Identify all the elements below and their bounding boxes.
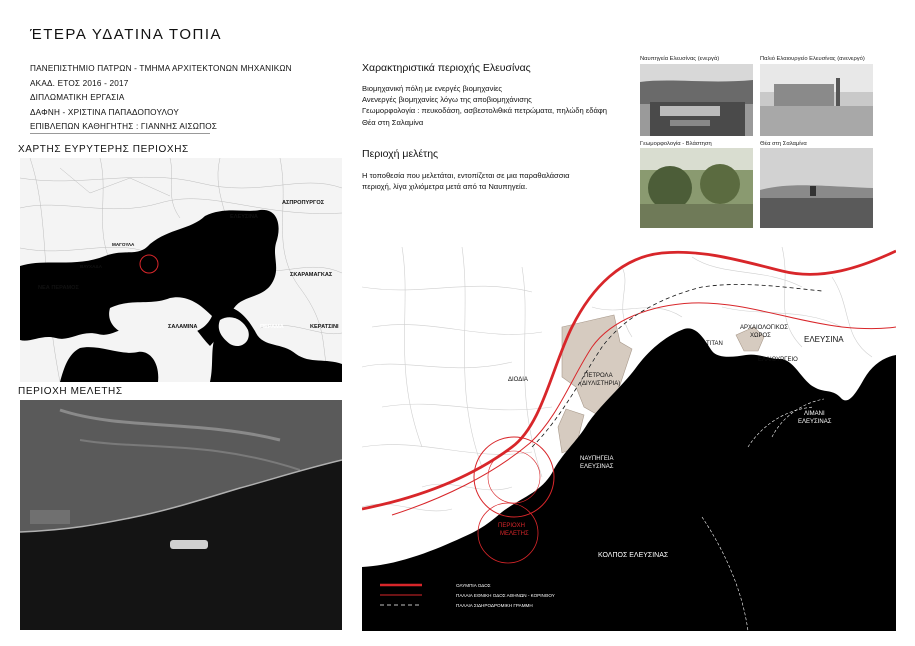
characteristic-line: Βιομηχανική πόλη με ενεργές βιομηχανίες [362, 84, 503, 93]
map-label-aspropyrgos: ΑΣΠΡΟΠΥΡΓΟΣ [282, 200, 325, 206]
label-shipyards: ΝΑΥΠΗΓΕΙΑ [580, 456, 614, 462]
label-olive-mill: ΕΛΑΙΟΥΡΓΕΙΟ [758, 357, 798, 363]
photo-caption: Θέα στη Σαλαμίνα [760, 141, 807, 147]
photo-caption: Παλιό Ελαιουργείο Ελευσίνας (ανενεργό) [760, 56, 865, 62]
wider-area-map[interactable] [20, 158, 342, 382]
label-tolls: ΔΙΟΔΙΑ [508, 377, 528, 383]
page-title: ΈΤΕΡΑ ΥΔΑΤΙΝΑ ΤΟΠΙΑ [30, 26, 222, 43]
map-label-keratsini: ΚΕΡΑΤΣΙΝΙ [310, 324, 339, 330]
label-port-2: ΕΛΕΥΣΙΝΑΣ [798, 419, 832, 425]
study-area-aerial-photo [20, 400, 342, 630]
label-elefsina: ΕΛΕΥΣΙΝΑ [804, 335, 844, 344]
label-shipyards-2: ΕΛΕΥΣΙΝΑΣ [580, 464, 614, 470]
characteristics-list [362, 83, 607, 128]
map-label-perama: ΠΕΡΑΜΑ [260, 324, 284, 330]
study-description-heading: Περιοχή μελέτης [362, 148, 439, 160]
legend-olympia-road: ΟΛΥΜΠΙΑ ΟΔΟΣ [456, 583, 491, 588]
info-line: ΔΙΠΛΩΜΑΤΙΚΗ ΕΡΓΑΣΙΑ [30, 93, 125, 103]
map-label-magoula: ΜΑΓΟΥΛΑ [112, 242, 135, 247]
map-label-salamina: ΣΑΛΑΜΙΝΑ [168, 324, 198, 330]
photo-caption: Γεωμορφολογία - Βλάστηση [640, 141, 712, 147]
info-line: ΔΑΦΝΗ - ΧΡΙΣΤΙΝΑ ΠΑΠΑΔΟΠΟΥΛΟΥ [30, 107, 180, 117]
wider-map-graphic [20, 158, 342, 382]
info-line: ΠΑΝΕΠΙΣΤΗΜΙΟ ΠΑΤΡΩΝ - ΤΜΗΜΑ ΑΡΧΙΤΕΚΤΟΝΩΝ ΜΗΧΑΝΙΚΩΝ [30, 64, 292, 73]
project-info [30, 62, 292, 135]
olive-mill-photo [760, 64, 873, 136]
divider [30, 133, 210, 134]
legend-old-railway: ΠΑΛΑΙΑ ΣΙΔΗΡΟΔΡΟΜΙΚΗ ΓΡΑΜΜΗ [456, 603, 533, 608]
map-label-vlyhada: ΒΛΥΧΑΔΑ [80, 264, 103, 269]
label-study-area-2: ΜΕΛΕΤΗΣ [500, 531, 529, 537]
description-line: Η τοποθεσία που μελετάται, εντοπίζεται σε μια παραθαλάσσια [362, 171, 570, 180]
map-label-nea-peramos: ΝΕΑ ΠΕΡΑΜΟΣ [38, 285, 79, 291]
elefsina-area-map[interactable] [362, 247, 896, 631]
vegetation-photo [640, 148, 753, 228]
label-gulf: ΚΟΛΠΟΣ ΕΛΕΥΣΙΝΑΣ [598, 552, 669, 559]
study-description [362, 170, 570, 192]
map-label-elefsina: ΕΛΕΥΣΙΝΑ [230, 214, 258, 220]
map-label-skaramagkas: ΣΚΑΡΑΜΑΓΚΑΣ [290, 272, 333, 278]
characteristic-line: Γεωμορφολογία : πευκοδάση, ασβεστολιθικά πετρώματα, πηλώδη εδάφη [362, 106, 607, 116]
characteristic-line: Θέα στη Σαλαμίνα [362, 117, 424, 127]
photo-caption: Ναυπηγεία Ελευσίνας (ενεργά) [640, 56, 720, 62]
description-line: περιοχή, λίγα χιλιόμετρα μετά από τα Ναυπηγεία. [362, 182, 528, 192]
label-titan: ΤΙΤΑΝ [706, 341, 723, 347]
study-area-heading: ΠΕΡΙΟΧΗ ΜΕΛΕΤΗΣ [18, 386, 123, 397]
legend-old-national-road: ΠΑΛΑΙΑ ΕΘΝΙΚΗ ΟΔΟΣ ΑΘΗΝΩΝ - ΚΟΡΙΝΘΟΥ [456, 593, 555, 598]
info-line: ΕΠΙΒΛΕΠΩΝ ΚΑΘΗΓΗΤΗΣ : ΓΙΑΝΝΗΣ ΑΙΣΩΠΟΣ [30, 122, 218, 132]
label-port: ΛΙΜΑΝΙ [804, 411, 825, 417]
label-archaeological: ΑΡΧΑΙΟΛΟΓΙΚΟΣ [740, 325, 788, 331]
label-petrola: ΠΕΤΡΟΛΑ [584, 373, 613, 379]
wider-map-heading: ΧΑΡΤΗΣ ΕΥΡΥΤΕΡΗΣ ΠΕΡΙΟΧΗΣ [18, 144, 189, 155]
salamina-view-photo [760, 148, 873, 228]
label-archaeological-2: ΧΩΡΟΣ [750, 333, 771, 339]
info-line: ΑΚΑΔ. ΕΤΟΣ 2016 - 2017 [30, 78, 129, 88]
characteristics-heading: Χαρακτηριστικά περιοχής Ελευσίνας [362, 62, 531, 74]
shipyard-photo [640, 64, 753, 136]
characteristic-line: Ανενεργές βιομηχανίες λόγω της αποβιομηχάνισης [362, 95, 532, 105]
label-refineries: (ΔΙΥΛΙΣΤΗΡΙΑ) [580, 381, 621, 387]
label-study-area: ΠΕΡΙΟΧΗ [498, 523, 526, 529]
